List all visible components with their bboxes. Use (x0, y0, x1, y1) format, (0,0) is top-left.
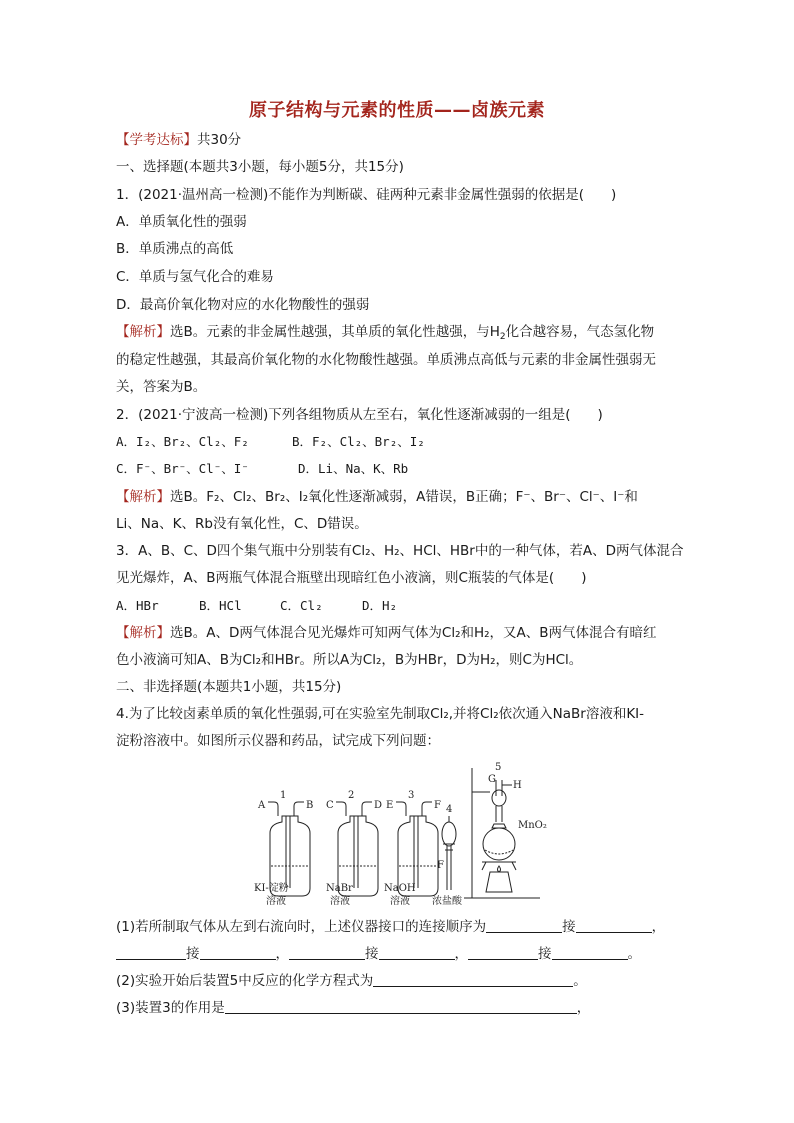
explanation-tag: 【解析】 (116, 625, 170, 641)
q2-option-b: B．F₂、Cl₂、Br₂、I₂ (292, 434, 425, 449)
bottle-3-port-f: F (434, 800, 441, 811)
connector-text: 接 (538, 946, 552, 962)
comma: ， (651, 919, 666, 935)
q3-options (116, 597, 397, 615)
connector-text: 接 (562, 919, 576, 935)
q4-part1-line1 (116, 918, 665, 936)
answer-blank[interactable] (552, 945, 628, 960)
bottle-2-number: 2 (348, 790, 355, 801)
bottle-1-label-2: 溶液 (266, 896, 286, 907)
q4-part2-text: (2)实验开始后装置5中反应的化学方程式为 (116, 973, 374, 989)
answer-blank[interactable] (486, 918, 562, 933)
q2-options-cd (116, 460, 408, 478)
gas-generator-5 (464, 762, 547, 898)
separatory-funnel-4 (437, 804, 456, 890)
q3-stem-line2: 见光爆炸，A、B两瓶气体混合瓶壁出现暗红色小液滴，则C瓶装的气体是( ) (116, 570, 587, 586)
q1-option-d: D．最高价氧化物对应的水化物酸性的强弱 (116, 297, 370, 313)
section1-heading: 一、选择题(本题共3小题，每小题5分，共15分) (116, 159, 404, 175)
generator-port-g: G (488, 774, 496, 785)
section2-heading: 二、非选择题(本题共1小题，共15分) (116, 679, 342, 695)
funnel-port-f: F (437, 860, 444, 871)
q1-explanation-line1: 【解析】选B。元素的非金属性越强，其单质的氧化性越强，与$H_2$化合越容易，气态氢化物 (116, 324, 655, 342)
q3-explanation-line1 (116, 624, 657, 642)
q2-options-ab (116, 433, 425, 451)
page-title: 原子结构与元素的性质——卤族元素 (249, 100, 545, 121)
answer-blank[interactable] (289, 945, 365, 960)
funnel-label: 浓盐酸 (432, 896, 462, 907)
answer-blank[interactable] (225, 999, 577, 1014)
score-line (116, 131, 241, 149)
q2-stem: 2．(2021·宁波高一检测)下列各组物质从左至右，氧化性逐渐减弱的一组是( ) (116, 407, 603, 423)
bottle-3-label-2: 溶液 (390, 896, 410, 907)
answer-blank[interactable] (379, 945, 455, 960)
wash-bottle-1 (257, 790, 313, 896)
q3-stem-line1: 3．A、B、C、D四个集气瓶中分别装有Cl₂、H₂、HCl、HBr中的一种气体，若A、D两气体混合 (116, 543, 684, 559)
q1-option-c: C．单质与氢气化合的难易 (116, 269, 274, 285)
q2-option-a: A．I₂、Br₂、Cl₂、F₂ (116, 434, 249, 449)
bottle-2-label-1: NaBr (326, 883, 353, 894)
q1-explanation-line2: 的稳定性越强，其最高价氧化物的水化物酸性越强。单质沸点高低与元素的非金属性强弱无 (116, 352, 656, 368)
q2-option-c: C．F⁻、Br⁻、Cl⁻、I⁻ (116, 461, 249, 476)
bottle-3-label-1: NaOH (384, 883, 416, 894)
comma: ， (275, 946, 289, 962)
generator-port-h: H (513, 780, 522, 791)
q1-explanation-line3: 关，答案为B。 (116, 379, 207, 395)
funnel-number: 4 (446, 804, 453, 815)
section-tag: 【学考达标】 (116, 132, 197, 148)
bottle-1-number: 1 (280, 790, 287, 801)
comma: ， (576, 1000, 591, 1016)
apparatus-figure (250, 758, 580, 908)
q1-exp-text-b: 化合越容易，气态氢化物 (505, 324, 655, 340)
q4-part3-text: (3)装置3的作用是 (116, 1000, 225, 1016)
q2-option-d: D．Li、Na、K、Rb (298, 461, 409, 476)
q4-part1-text: (1)若所制取气体从左到右流向时，上述仪器接口的连接顺序为 (116, 919, 487, 935)
answer-blank[interactable] (373, 972, 573, 987)
q1-option-a: A．单质氧化性的强弱 (116, 214, 247, 230)
bottle-3-port-e: E (386, 800, 394, 811)
connector-text: 接 (186, 946, 200, 962)
q3-explanation-line2: 色小液滴可知A、B为Cl₂和HBr。所以A为Cl₂，B为HBr，D为H₂，则C为HCl。 (116, 652, 583, 668)
q3-option-b: B．HCl (199, 598, 242, 613)
q2-explanation-line1 (116, 488, 638, 506)
explanation-tag: 【解析】 (116, 324, 170, 340)
q1-stem: 1．(2021·温州高一检测)不能作为判断碳、硅两种元素非金属性强弱的依据是( ) (116, 187, 617, 203)
wash-bottle-2 (326, 790, 382, 896)
q4-part2 (116, 972, 587, 990)
generator-number: 5 (495, 762, 502, 773)
q3-exp-text: 选B。A、D两气体混合见光爆炸可知两气体为Cl₂和H₂，又A、B两气体混合有暗红 (170, 625, 657, 641)
bottle-2-port-c: C (326, 800, 334, 811)
period: 。 (573, 973, 587, 989)
q1-option-b: B．单质沸点的高低 (116, 241, 234, 257)
bottle-2-label-2: 溶液 (330, 896, 350, 907)
total-score: 共30分 (197, 132, 242, 148)
answer-blank[interactable] (200, 945, 276, 960)
wash-bottle-3 (386, 790, 441, 896)
q4-part3 (116, 999, 590, 1017)
explanation-tag: 【解析】 (116, 489, 170, 505)
answer-blank[interactable] (576, 918, 652, 933)
q2-exp-text: 选B。F₂、Cl₂、Br₂、I₂氧化性逐渐减弱，A错误，B正确；F⁻、Br⁻、Cl⁻、I⁻和 (170, 489, 638, 505)
period: 。 (627, 946, 641, 962)
bottle-1-port-b: B (306, 800, 314, 811)
q3-option-a: A．HBr (116, 598, 159, 613)
bottle-1-port-a: A (258, 800, 266, 811)
answer-blank[interactable] (468, 945, 538, 960)
q4-stem-line1: 4.为了比较卤素单质的氧化性强弱,可在实验室先制取Cl₂,并将Cl₂依次通入NaBr溶液和KI- (116, 706, 645, 722)
bottle-3-number: 3 (408, 790, 415, 801)
comma: ， (454, 946, 468, 962)
q2-explanation-line2: Li、Na、K、Rb没有氧化性，C、D错误。 (116, 516, 368, 532)
q4-stem-line2: 淀粉溶液中。如图所示仪器和药品，试完成下列问题： (116, 733, 440, 749)
q3-option-d: D．H₂ (362, 598, 398, 613)
answer-blank[interactable] (116, 945, 186, 960)
connector-text: 接 (365, 946, 379, 962)
mno2-label: MnO₂ (518, 820, 547, 831)
q1-exp-text-a: 选B。元素的非金属性越强，其单质的氧化性越强，与H (170, 324, 500, 340)
bottle-2-port-d: D (374, 800, 383, 811)
q3-option-c: C．Cl₂ (280, 598, 323, 613)
bottle-1-label-1: KI-淀粉 (254, 883, 289, 894)
q4-part1-line2 (116, 945, 641, 963)
